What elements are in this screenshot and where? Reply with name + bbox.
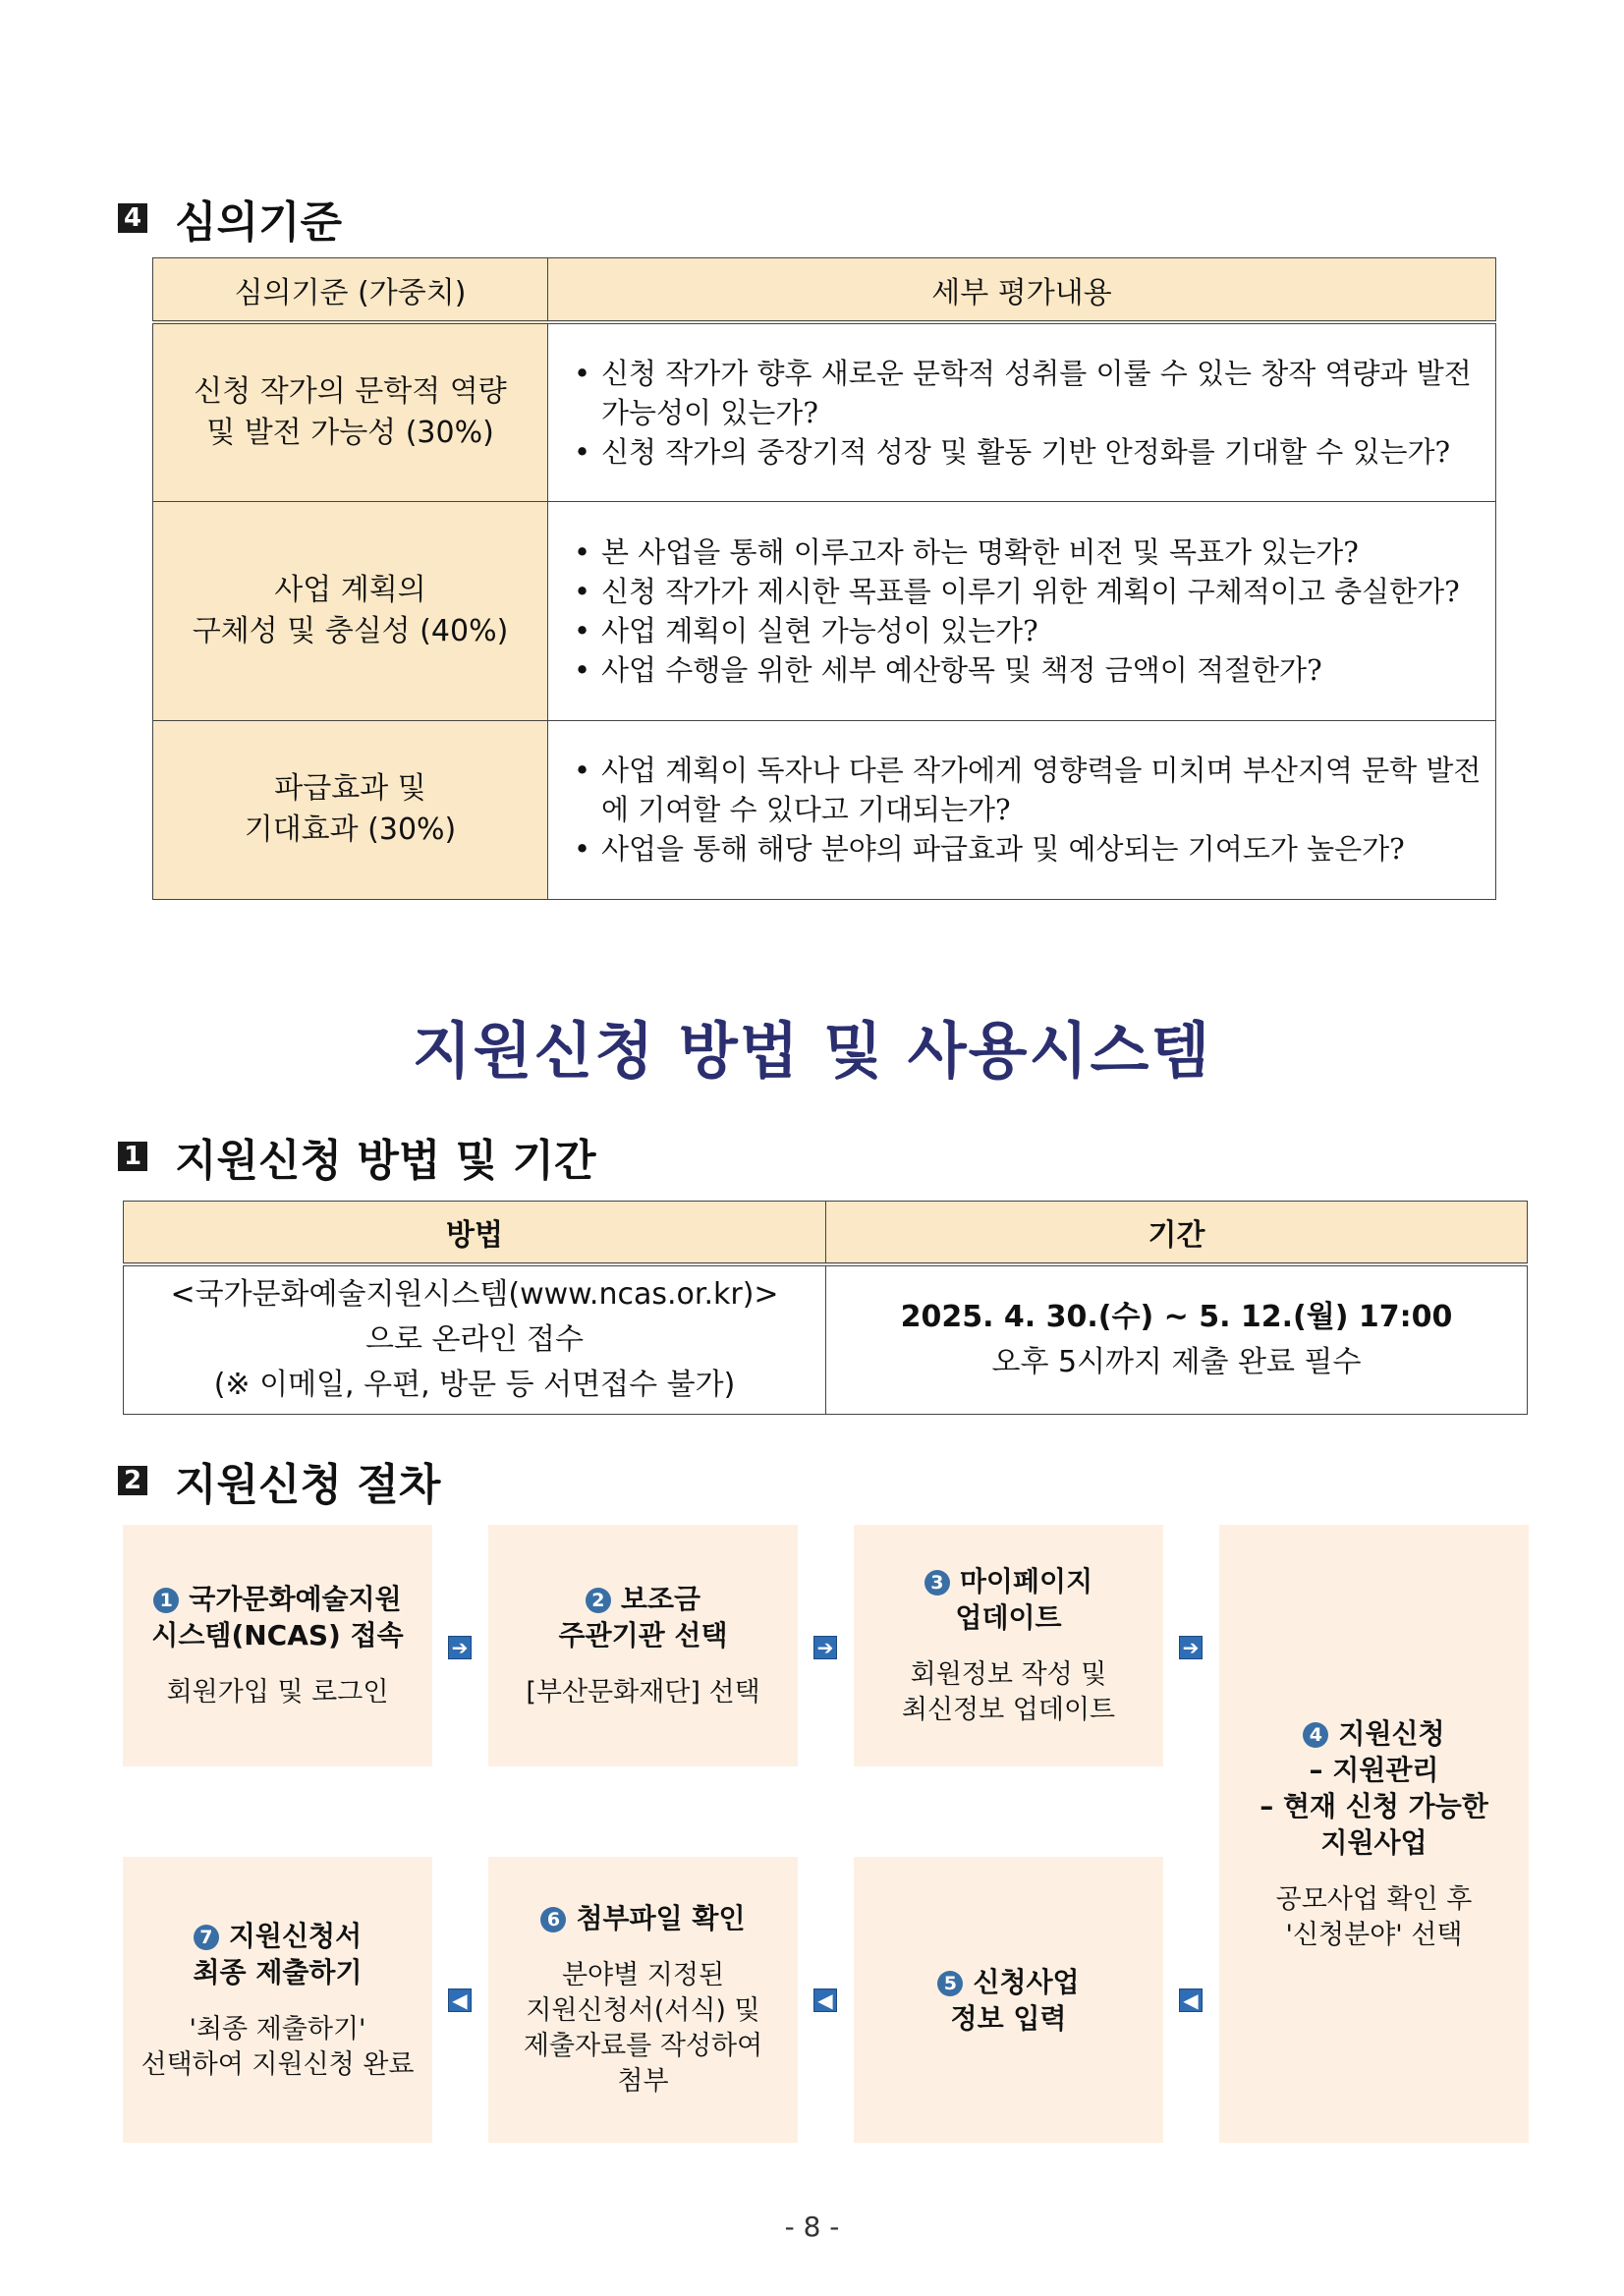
step-box-3 — [854, 1525, 1163, 1766]
section-2-heading — [118, 1449, 440, 1512]
step-number: 6 — [540, 1907, 566, 1932]
criteria-header-criterion: 심의기준 (가중치) — [153, 258, 548, 323]
step-title: 2 보조금 — [586, 1581, 700, 1617]
criterion-cell — [153, 322, 548, 501]
period-line: 2025. 4. 30.(수) ~ 5. 12.(월) 17:00 — [900, 1300, 1453, 1334]
details-cell — [548, 322, 1496, 501]
step-box-6 — [488, 1857, 798, 2143]
step-title: 정보 입력 — [950, 2001, 1067, 2035]
detail-item: • 신청 작가가 향후 새로운 문학적 성취를 이룰 수 있는 창작 역량과 발전 가능성이 있는가? — [574, 354, 1482, 432]
detail-item: • 신청 작가가 제시한 목표를 이루기 위한 계획이 구체적이고 충실한가? — [574, 572, 1482, 611]
main-title: 지원신청 방법 및 사용시스템 — [412, 1015, 1212, 1087]
detail-item: • 사업 수행을 위한 세부 예산항목 및 책정 금액이 적절한가? — [574, 650, 1482, 690]
step-title: 지원사업 — [1320, 1825, 1428, 1859]
step-box-1 — [123, 1525, 432, 1766]
section-4-heading — [118, 187, 342, 250]
step-desc: 회원정보 작성 및 최신정보 업데이트 — [901, 1659, 1116, 1725]
step-title: 3 마이페이지 — [924, 1563, 1092, 1599]
arrow-left-icon: ◀ — [448, 1988, 472, 2012]
step-number: 5 — [937, 1971, 963, 1996]
details-cell — [548, 501, 1496, 720]
section-title: 지원신청 방법 및 기간 — [175, 1136, 596, 1186]
step-box-4 — [1219, 1525, 1529, 2143]
method-cell — [124, 1264, 826, 1415]
step-desc: 분야별 지정된 지원신청서(서식) 및 제출자료를 작성하여 첨부 — [523, 1960, 763, 2097]
step-number: 1 — [153, 1588, 179, 1613]
method-header: 방법 — [124, 1202, 826, 1265]
period-header: 기간 — [826, 1202, 1528, 1265]
step-number: 3 — [924, 1570, 950, 1596]
arrow-right-icon: ➔ — [813, 1636, 837, 1659]
method-table — [123, 1201, 1528, 1415]
method-line: (※ 이메일, 우편, 방문 등 서면접수 불가) — [213, 1368, 736, 1402]
criterion-line: 사업 계획의 — [274, 572, 426, 607]
period-line: 오후 5시까지 제출 완료 필수 — [991, 1345, 1362, 1379]
step-box-2 — [488, 1525, 798, 1766]
criterion-line: 및 발전 가능성 (30%) — [206, 415, 494, 450]
criterion-line: 신청 작가의 문학적 역량 — [194, 373, 507, 409]
step-desc: 공모사업 확인 후 '신청분야' 선택 — [1275, 1883, 1473, 1950]
criterion-cell — [153, 501, 548, 720]
step-box-7 — [123, 1857, 432, 2143]
step-title: 4 지원신청 — [1303, 1715, 1444, 1752]
criterion-line: 파급효과 및 — [274, 771, 426, 806]
method-line: <국가문화예술지원시스템(www.ncas.or.kr)> — [170, 1277, 779, 1312]
section-title: 심의기준 — [175, 197, 343, 248]
criterion-line: 구체성 및 충실성 (40%) — [192, 613, 509, 648]
step-title: 5 신청사업 — [937, 1964, 1079, 2000]
criteria-table — [152, 257, 1496, 900]
step-title: 최종 제출하기 — [193, 1955, 363, 1988]
detail-item: • 본 사업을 통해 이루고자 하는 명확한 비전 및 목표가 있는가? — [574, 532, 1482, 572]
step-desc: [부산문화재단] 선택 — [526, 1677, 760, 1708]
arrow-right-icon: ➔ — [1179, 1636, 1203, 1659]
arrow-left-icon: ◀ — [1179, 1988, 1203, 2012]
step-number: 7 — [194, 1925, 219, 1950]
arrow-right-icon: ➔ — [448, 1636, 472, 1659]
step-title: 주관기관 선택 — [558, 1619, 728, 1652]
step-title: 시스템(NCAS) 접속 — [151, 1619, 404, 1652]
step-box-5 — [854, 1857, 1163, 2143]
details-cell — [548, 720, 1496, 899]
step-title: – 지원관리 — [1309, 1753, 1439, 1786]
step-number: 4 — [1303, 1722, 1328, 1748]
section-number-box: 1 — [118, 1142, 147, 1171]
criteria-header-details: 세부 평가내용 — [548, 258, 1496, 323]
step-desc: 회원가입 및 로그인 — [166, 1677, 389, 1708]
section-1-heading — [118, 1125, 596, 1188]
criterion-line: 기대효과 (30%) — [244, 812, 457, 847]
criterion-cell — [153, 720, 548, 899]
arrow-left-icon: ◀ — [813, 1988, 837, 2012]
detail-item: • 사업 계획이 실현 가능성이 있는가? — [574, 611, 1482, 650]
step-title: 1 국가문화예술지원 — [153, 1581, 401, 1617]
step-title: 6 첨부파일 확인 — [540, 1900, 745, 1936]
step-title: 업데이트 — [955, 1601, 1062, 1634]
section-title: 지원신청 절차 — [175, 1460, 441, 1510]
section-number-box: 2 — [118, 1466, 147, 1495]
section-number-box: 4 — [118, 203, 147, 233]
method-line: 으로 온라인 접수 — [365, 1322, 584, 1357]
step-number: 2 — [586, 1588, 611, 1613]
period-cell — [826, 1264, 1528, 1415]
detail-item: • 사업을 통해 해당 분야의 파급효과 및 예상되는 기여도가 높은가? — [574, 829, 1482, 868]
step-desc: '최종 제출하기' 선택하여 지원신청 완료 — [140, 2013, 415, 2080]
step-title: – 현재 신청 가능한 — [1260, 1789, 1488, 1822]
detail-item: • 신청 작가의 중장기적 성장 및 활동 기반 안정화를 기대할 수 있는가? — [574, 432, 1482, 472]
detail-item: • 사업 계획이 독자나 다른 작가에게 영향력을 미치며 부산지역 문학 발전에 기여할 수 있다고 기대되는가? — [574, 751, 1482, 829]
step-title: 7 지원신청서 — [194, 1918, 362, 1954]
page-number: - 8 - — [784, 2211, 840, 2243]
